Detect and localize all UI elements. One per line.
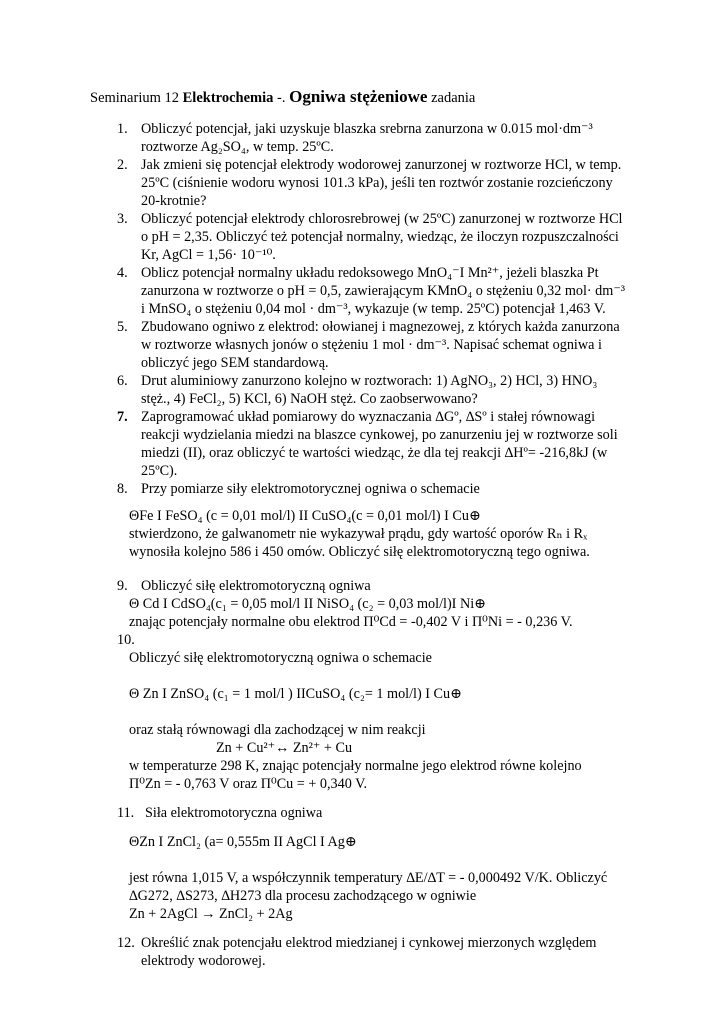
item-line: Obliczyć siłę elektromotoryczną ogniwa o schemacie — [129, 650, 432, 666]
cell-scheme: Θ Cd I CdSO₄(c₁ = 0,05 mol/l II NiSO₄ (c₂ = 0,03 mol/l)I Ni⊕ — [129, 596, 487, 612]
item-line: i MnSO₄ o stężeniu 0,04 mol · dm⁻³, wykazuje (w temp. 25ºC) potencjał 1,463 V. — [141, 301, 606, 317]
item-line: 25ºC). — [141, 463, 178, 479]
title-prefix: Seminarium 12 — [90, 90, 183, 106]
item-line: Oblicz potencjał normalny układu redoksowego MnO₄⁻I Mn²⁺, jeżeli blaszka Pt — [141, 265, 599, 281]
item-line: o pH = 2,35. Obliczyć też potencjał normalny, wiedząc, że iloczyn rozpuszczalności — [141, 229, 619, 245]
cell-scheme: ΘFe I FeSO₄ (c = 0,01 mol/l) II CuSO₄(c = 0,01 mol/l) I Cu⊕ — [129, 508, 481, 524]
item-line: 25ºC (ciśnienie wodoru wynosi 101.3 kPa), jeśli ten roztwór zostanie rozcieńczony — [141, 175, 613, 191]
item-line: Obliczyć potencjał, jaki uzyskuje blaszka srebrna zanurzona w 0.015 mol·dm⁻³ — [141, 121, 593, 137]
item-number: 11. — [117, 805, 135, 821]
item-line: Π⁰Zn = - 0,763 V oraz Π⁰Cu = + 0,340 V. — [129, 776, 368, 792]
cell-scheme: ΘZn I ZnCl₂ (a= 0,555m II AgCl I Ag⊕ — [129, 834, 357, 850]
item-line: reakcji wydzielania miedzi na blaszce cynkowej, po zanurzeniu jej w roztworze soli — [141, 427, 618, 443]
title-bold: Elektrochemia — [182, 90, 274, 106]
item-line: obliczyć jego SEM standardową. — [141, 355, 329, 371]
item-line: Zbudowano ogniwo z elektrod: ołowianej i magnezowej, z których każda zanurzona — [141, 319, 620, 335]
item-number: 9. — [117, 578, 128, 594]
item-line: 20-krotnie? — [141, 193, 207, 209]
item-line: wynosiła kolejno 586 i 450 omów. Obliczyć siłę elektromotoryczną tego ogniwa. — [129, 544, 590, 560]
item-number: 7. — [117, 409, 128, 425]
item-number: 5. — [117, 319, 128, 335]
item-line: Siła elektromotoryczna ogniwa — [145, 805, 323, 821]
item-line: miedzi (II), oraz obliczyć te wartości wiedząc, że dla tej reakcji ∆Hº= -216,8kJ (w — [141, 445, 608, 461]
item-number: 6. — [117, 373, 128, 389]
item-line: w roztworze własnych jonów o stężeniu 1 mol · dm⁻³. Napisać schemat ogniwa i — [141, 337, 602, 353]
item-line: znając potencjały normalne obu elektrod Π⁰Cd = -0,402 V i Π⁰Ni = - 0,236 V. — [129, 614, 573, 630]
item-line: w temperaturze 298 K, znając potencjały normalne jego elektrod równe kolejno — [129, 758, 582, 774]
item-line: oraz stałą równowagi dla zachodzącej w nim reakcji — [129, 722, 426, 738]
item-line: jest równa 1,015 V, a współczynnik temperatury ∆E/∆T = - 0,000492 V/K. Obliczyć — [129, 870, 608, 886]
item-number: 3. — [117, 211, 128, 227]
page-title — [90, 88, 475, 107]
item-number: 2. — [117, 157, 128, 173]
item-number: 8. — [117, 481, 128, 497]
item-number: 4. — [117, 265, 128, 281]
item-line: elektrody wodorowej. — [141, 953, 266, 969]
item-line: zanurzona w roztworze o pH = 0,5, zawierającym KMnO₄ o stężeniu 0,32 mol· dm⁻³ — [141, 283, 626, 299]
reaction-equation: Zn + 2AgCl → ZnCl₂ + 2Ag — [129, 906, 293, 922]
item-line: ∆G272, ∆S273, ∆H273 dla procesu zachodzącego w ogniwie — [129, 888, 477, 904]
item-line: stwierdzono, że galwanometr nie wykazywał prądu, gdy wartość oporów Rₙ i Rₓ — [129, 526, 588, 542]
title-suffix: zadania — [427, 90, 476, 106]
item-line: stęż., 4) FeCl₂, 5) KCl, 6) NaOH stęż. Co zaobserwowano? — [141, 391, 478, 407]
item-number: 10. — [117, 632, 135, 648]
item-line: roztworze Ag₂SO₄, w temp. 25ºC. — [141, 139, 334, 155]
item-number: 12. — [117, 935, 135, 951]
title-mid: -. — [273, 90, 290, 106]
item-line: Obliczyć siłę elektromotoryczną ogniwa — [141, 578, 371, 594]
item-line: Zaprogramować układ pomiarowy do wyznaczania ∆Gº, ∆Sº i stałej równowagi — [141, 409, 596, 425]
item-number: 1. — [117, 121, 128, 137]
title-big: Ogniwa stężeniowe — [289, 87, 428, 106]
item-line: Jak zmieni się potencjał elektrody wodorowej zanurzonej w roztworze HCl, w temp. — [141, 157, 622, 173]
item-line: Kr, AgCl = 1,56· 10⁻¹⁰. — [141, 247, 276, 263]
cell-scheme: Θ Zn I ZnSO₄ (c₁ = 1 mol/l ) IICuSO₄ (c₂= 1 mol/l) I Cu⊕ — [129, 686, 462, 702]
item-line: Drut aluminiowy zanurzono kolejno w roztworach: 1) AgNO₃, 2) HCl, 3) HNO₃ — [141, 373, 598, 389]
reaction-equation: Zn + Cu²⁺↔ Zn²⁺ + Cu — [216, 740, 353, 756]
item-line: Określić znak potencjału elektrod miedzianej i cynkowej mierzonych względem — [141, 935, 597, 951]
item-line: Przy pomiarze siły elektromotorycznej ogniwa o schemacie — [141, 481, 480, 497]
item-line: Obliczyć potencjał elektrody chlorosrebrowej (w 25ºC) zanurzonej w roztworze HCl — [141, 211, 623, 227]
